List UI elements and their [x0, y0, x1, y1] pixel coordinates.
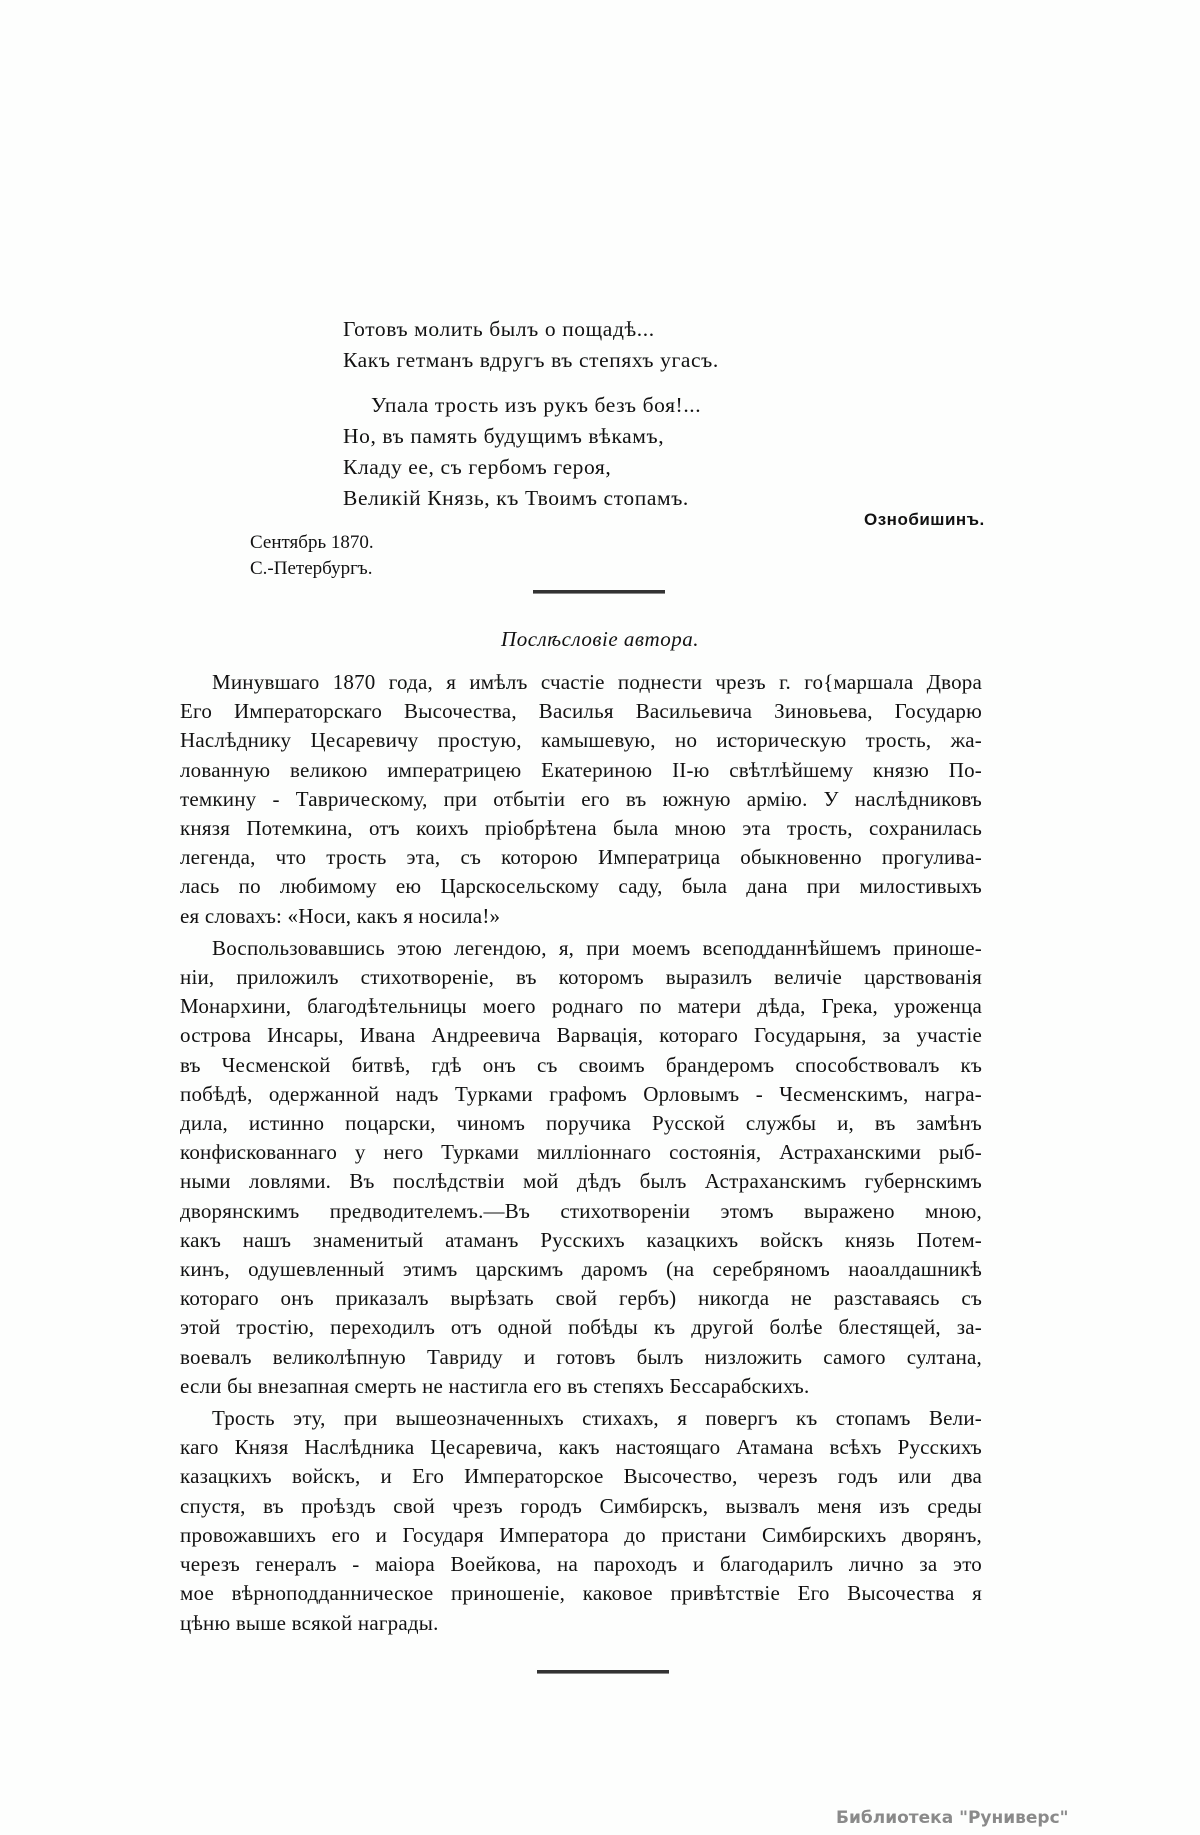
text-line: каго Князя Наслѣдника Цесаревича, какъ настоящаго Атамана всѣхъ Русскихъ — [180, 1435, 982, 1460]
text-line: кинъ, одушевленный этимъ царскимъ даромъ (на серебряномъ наоалдашникѣ — [180, 1257, 982, 1282]
text-line: черезъ генералъ - маіора Воейкова, на пароходъ и благодарилъ лично за это — [180, 1552, 982, 1577]
poem-stanza — [343, 314, 719, 376]
text-line: дворянскимъ предводителемъ.—Въ стихотвореніи этомъ выражено мною, — [180, 1198, 982, 1223]
poem-line: Какъ гетманъ вдругъ въ степяхъ угасъ. — [343, 348, 719, 372]
paragraph — [180, 934, 982, 1401]
poem-line: Но, въ память будущимъ вѣкамъ, — [343, 424, 665, 448]
text-line: Наслѣднику Цесаревичу простую, камышевую, но историческую трость, жа- — [180, 728, 982, 753]
text-line: въ Чесменской битвѣ, гдѣ онъ съ своимъ брандеромъ способствовалъ къ — [180, 1052, 982, 1077]
text-line: этой тростію, переходилъ отъ одной побѣды къ другой болѣе блестящей, за- — [180, 1315, 982, 1340]
text-line: конфискованнаго у него Турками милліоннаго состоянія, Астраханскими рыб- — [180, 1140, 982, 1165]
date-text: Сентябрь 1870. — [250, 532, 374, 553]
text-line: легенда, что трость эта, съ которою Императрица обыкновенно прогулива- — [180, 845, 982, 870]
text-line: Его Императорскаго Высочества, Василья Васильевича Зиновьева, Государю — [180, 699, 982, 724]
paragraph — [180, 668, 982, 931]
text-line: Воспользовавшись этою легендою, я, при моемъ всеподданнѣйшемъ приноше- — [212, 935, 982, 960]
text-line: дила, истинно поцарски, чиномъ поручика Русской службы и, въ замѣнъ — [180, 1111, 982, 1136]
poem-stanza — [343, 390, 719, 514]
end-divider — [537, 1670, 669, 1674]
poem-line: Готовъ молить былъ о пощадѣ... — [343, 317, 655, 341]
text-line: провожавшихъ его и Государя Императора до пристани Симбирскихъ дворянъ, — [180, 1522, 982, 1547]
text-line: казацкихъ войскъ, и Его Императорское Высочество, черезъ годъ или два — [180, 1464, 982, 1489]
text-line: князя Потемкина, отъ коихъ пріобрѣтена была мною эта трость, сохранилась — [180, 816, 982, 841]
text-line: какъ нашъ знаменитый атаманъ Русскихъ казацкихъ войскъ князь Потем- — [180, 1227, 982, 1252]
text-line: спустя, въ проѣздъ свой чрезъ городъ Симбирскъ, вызвалъ меня изъ среды — [180, 1493, 982, 1518]
dateline — [250, 530, 374, 582]
paragraph — [180, 1404, 982, 1638]
text-line: мое вѣрноподданническое приношеніе, каковое привѣтствіе Его Высочества я — [180, 1581, 982, 1606]
poem-line: Великій Князь, къ Твоимъ стопамъ. — [343, 486, 689, 510]
text-line: Монархини, благодѣтельницы моего роднаго по матери дѣда, Грека, уроженца — [180, 994, 982, 1019]
poem — [343, 314, 719, 528]
afterword-heading: Послѣсловіе автора. — [501, 627, 699, 651]
text-line: котораго онъ приказалъ вырѣзать свой гербъ) никогда не разставаясь съ — [180, 1286, 982, 1311]
poem-line: Упала трость изъ рукъ безъ боя!... — [371, 393, 702, 417]
text-line: лованную великою императрицею Екатериною II-ю свѣтлѣйшему князю По- — [180, 757, 982, 782]
text-line: побѣдѣ, одержанной надъ Турками графомъ Орловымъ - Чесменскимъ, награ- — [180, 1081, 982, 1106]
section-divider — [533, 590, 665, 594]
text-line: Трость эту, при вышеозначенныхъ стихахъ, я повергъ къ стопамъ Вели- — [212, 1406, 982, 1431]
text-line: цѣню выше всякой награды. — [180, 1610, 439, 1635]
text-line: Минувшаго 1870 года, я имѣлъ счастіе поднести чрезъ г. го{маршала Двора — [212, 670, 982, 694]
afterword-body — [180, 668, 982, 1641]
text-line: ніи, приложилъ стихотвореніе, въ которомъ выразилъ величіе царствованія — [180, 965, 982, 990]
poem-line: Кладу ее, съ гербомъ героя, — [343, 455, 612, 479]
text-line: если бы внезапная смерть не настигла его въ степяхъ Бессарабскихъ. — [180, 1373, 810, 1398]
text-line: воевалъ великолѣпную Тавриду и готовъ былъ низложить самого султана, — [180, 1344, 982, 1369]
text-line: темкину - Таврическому, при отбытіи его въ южную армію. У наслѣдниковъ — [180, 786, 982, 811]
text-line: ными ловлями. Въ послѣдствіи мой дѣдъ былъ Астраханскимъ губернскимъ — [180, 1169, 982, 1194]
text-line: лась по любимому ею Царскосельскому саду, была дана при милостивыхъ — [180, 874, 982, 899]
author-signature: Ознобишинъ. — [864, 510, 985, 529]
text-line: ея словахъ: «Носи, какъ я носила!» — [180, 903, 501, 928]
text-line: острова Инсары, Ивана Андреевича Варвація, котораго Государыня, за участіе — [180, 1023, 982, 1048]
place-text: С.-Петербургъ. — [250, 558, 373, 579]
library-watermark: Библиотека "Руниверс" — [836, 1808, 1069, 1828]
